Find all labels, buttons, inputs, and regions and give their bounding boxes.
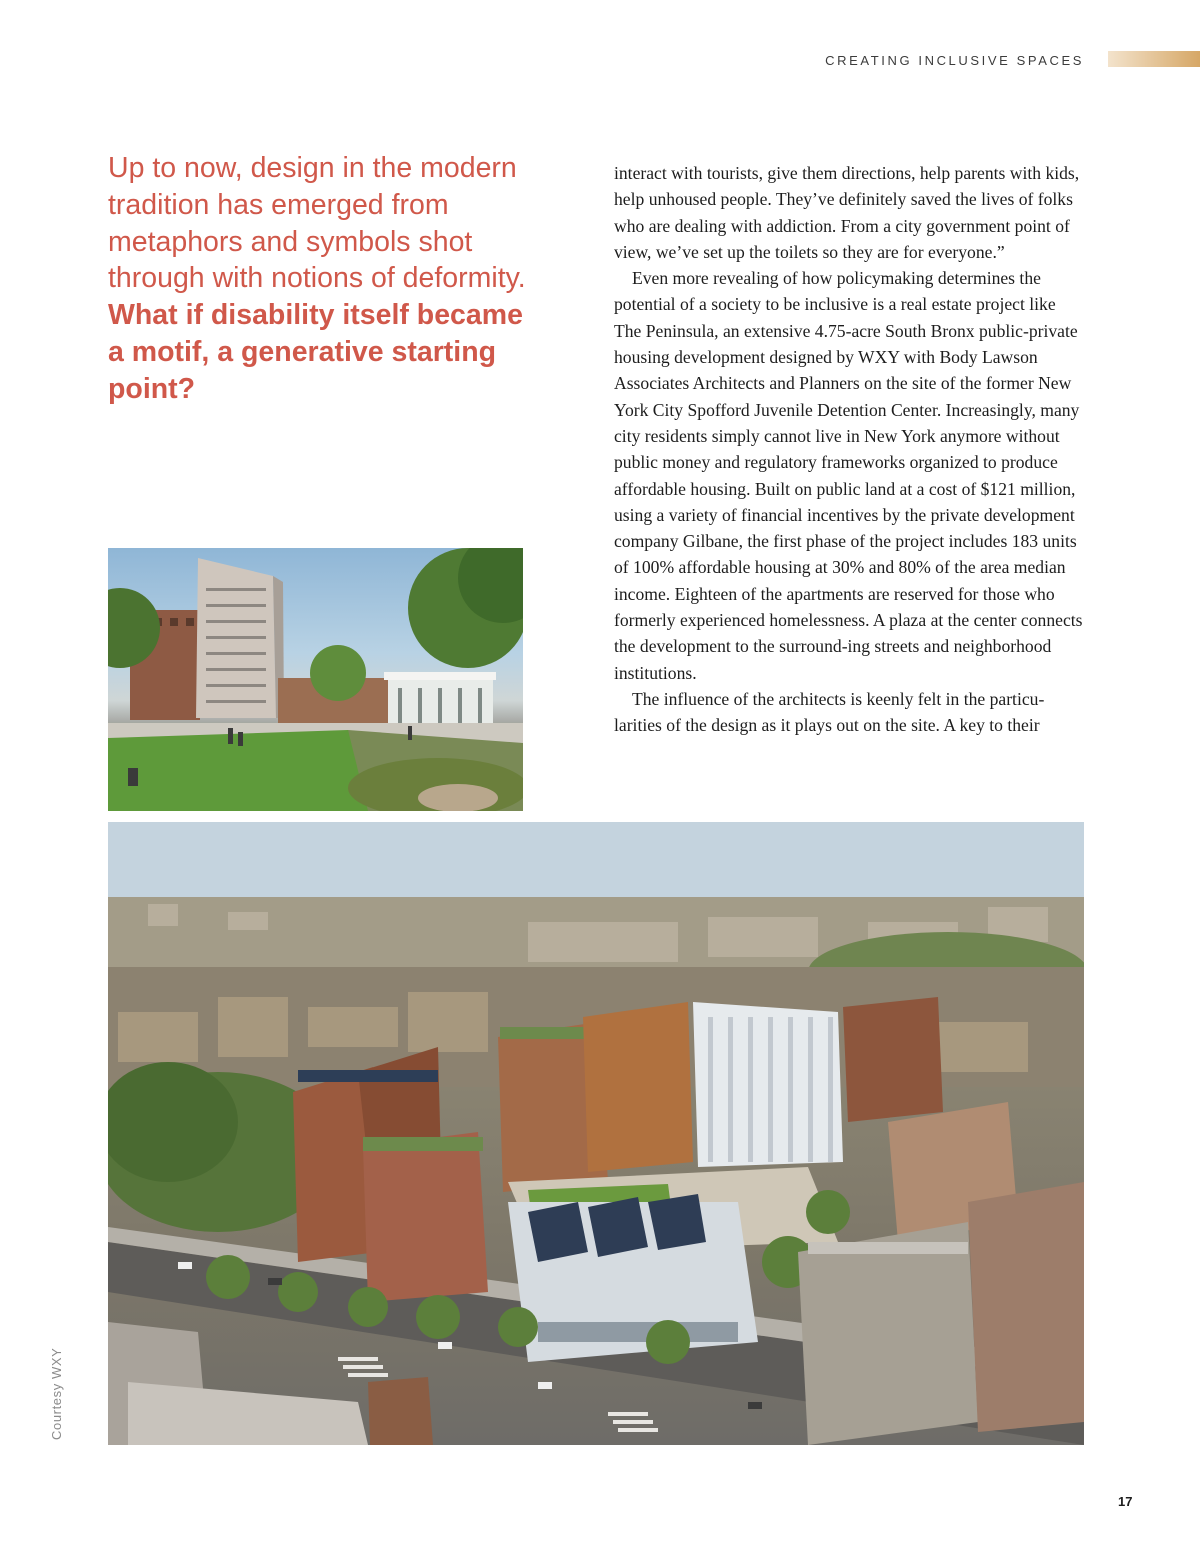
plaza-rendering-image [108, 548, 523, 811]
body-paragraph-1: interact with tourists, give them directions, help parents with kids, help unhoused people. They’ve definitely saved the lives of folks who are dealing with addiction. From a city government point of view, we’ve set up the toilets so they are for everyone.” [614, 163, 1080, 262]
aerial-rendering-image [108, 822, 1084, 1445]
page-number: 17 [1118, 1494, 1133, 1509]
body-paragraph-2: Even more revealing of how policymaking determines the potential of a society to be inclusive is a real estate project like The Peninsula, an extensive 4.75-acre South Bronx public-private housing development designed by WXY with Body Lawson Associates Architects and Planners on the site of the former New York City Spofford Juvenile Detention Center. Increasingly, many city residents simply cannot live in New York anymore without public money and regulatory frameworks organized to produce affordable housing. Built on public land at a cost of $121 million, using a variety of financial incentives by the private development company Gilbane, the first phase of the project includes 183 units of 100% affordable housing at 30% and 80% of the area median income. Eighteen of the apartments are reserved for those who formerly experienced homelessness. A plaza at the center connects the development to the surround-ing streets and neighborhood institutions. [614, 268, 1083, 683]
body-text-column [614, 160, 1084, 739]
pull-quote-regular: Up to now, design in the modern tradition has emerged from metaphors and symbols shot through with notions of deformity. [108, 152, 526, 295]
section-accent-bar [1108, 51, 1200, 67]
pull-quote-bold: What if disability itself became a motif, a generative starting point? [108, 299, 523, 405]
section-title: CREATING INCLUSIVE SPACES [825, 53, 1084, 68]
pull-quote [108, 150, 538, 408]
photo-credit: Courtesy WXY [49, 1347, 64, 1440]
body-paragraph-3: The influence of the architects is keenly felt in the particu-larities of the design as it plays out on the site. A key to their [614, 688, 1045, 736]
